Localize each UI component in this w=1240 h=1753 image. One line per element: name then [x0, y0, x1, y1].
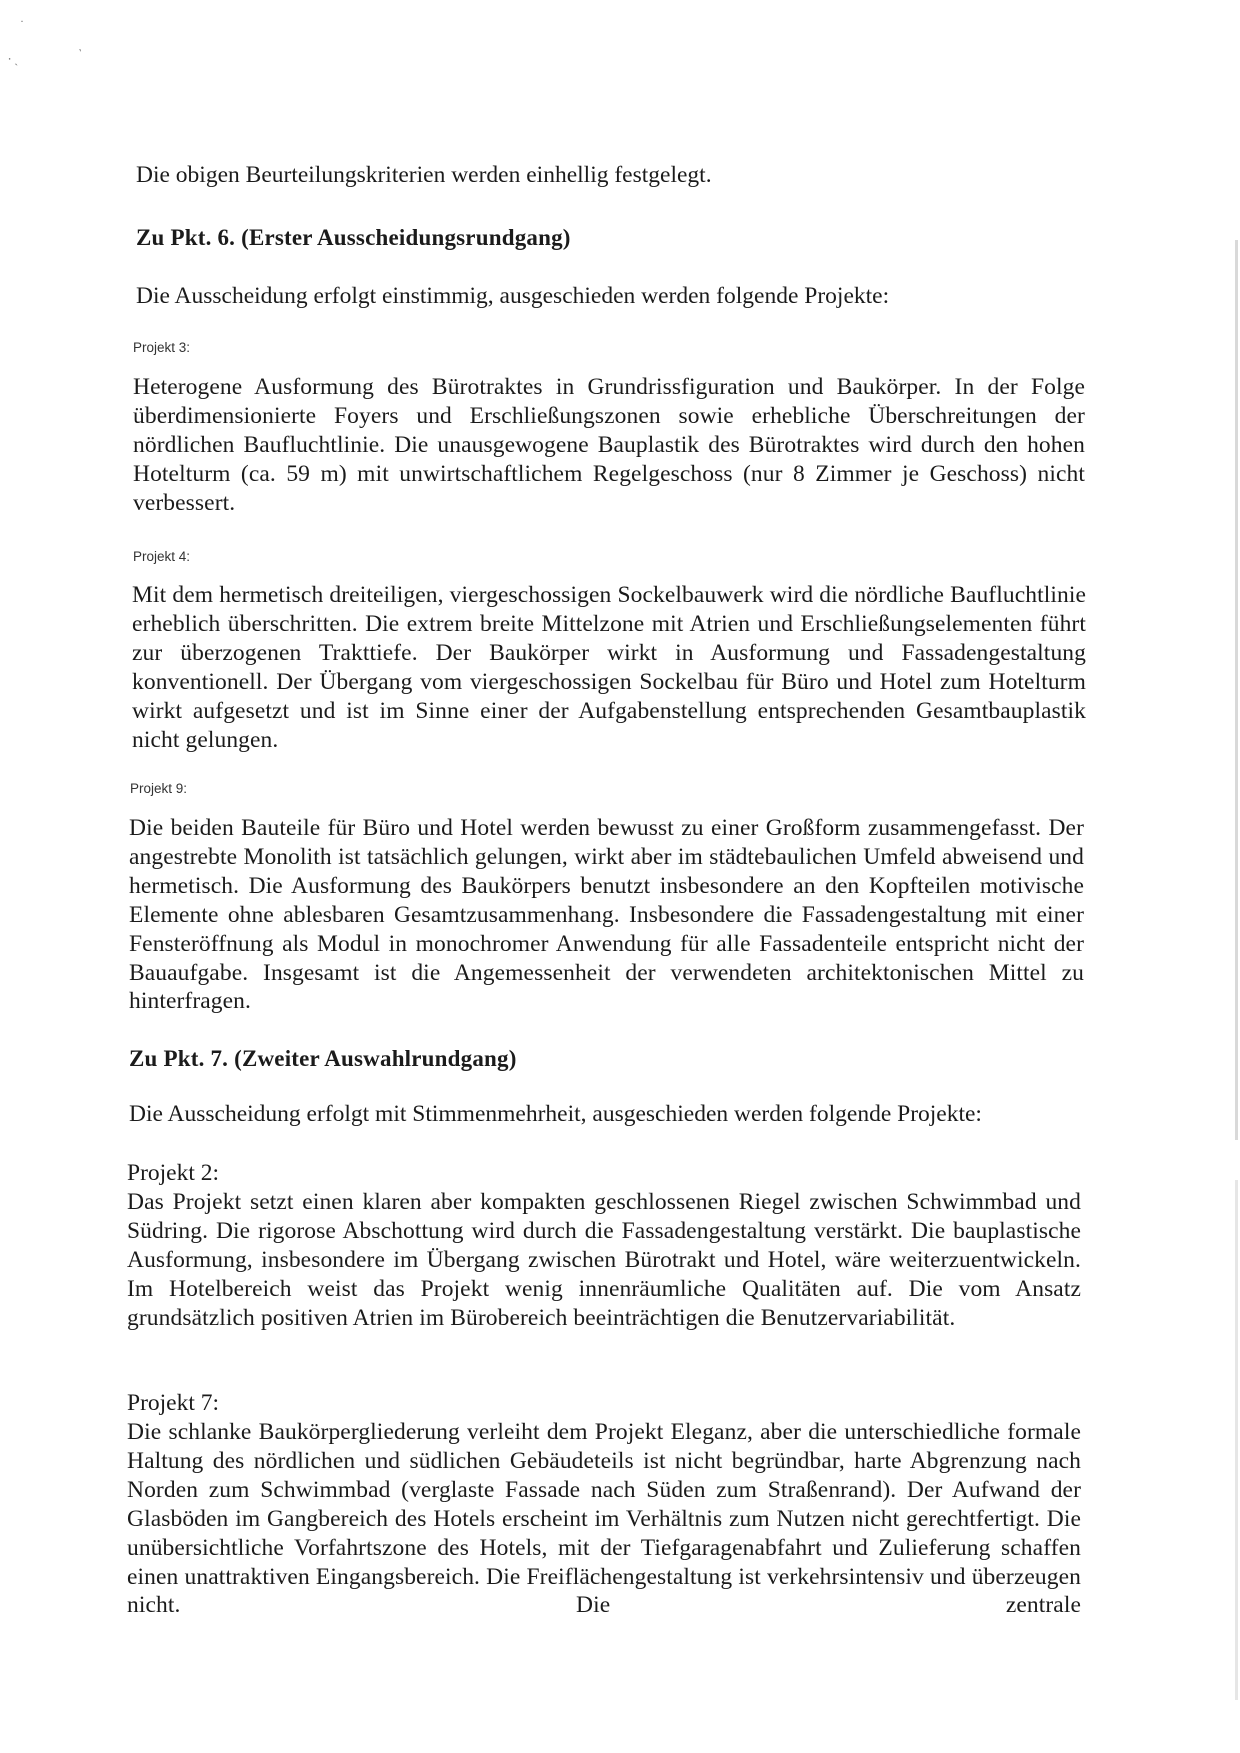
scan-mark-top: ·	[20, 14, 24, 28]
project-label-7: Projekt 7:	[127, 1390, 220, 1416]
project-label-4: Projekt 4:	[133, 549, 191, 564]
section-heading-pkt6: Zu Pkt. 6. (Erster Ausscheidungsrundgang)	[136, 225, 571, 250]
section-intro-pkt7: Die Ausscheidung erfolgt mit Stimmenmehrheit, ausgeschieden werden folgende Projekte:	[129, 1101, 982, 1127]
scan-mark-corner: ⸱ ˎ	[8, 52, 19, 66]
scan-edge-shadow	[1235, 240, 1238, 1140]
project-text-7: Die schlanke Baukörpergliederung verleiht dem Projekt Eleganz, aber die unterschiedliche formale Haltung des nördlichen und südlichen Gebäudeteils ist nicht begründbar, harte Abgrenzung nach Norden zum Schwimmbad (verglaste Fassade nach Süden zum Straßenrand). Der Aufwand der Glasböden im Gangbereich des Hotels erscheint im Verhältnis zum Nutzen nicht gerechtfertigt. Die unübersichtliche Vorfahrtszone des Hotels, mit der Tiefgaragenabfahrt und Zulieferung schaffen einen unattraktiven Eingangsbereich. Die Freiflächengestaltung ist verkehrsintensiv und überzeugen nicht. Die zentrale	[127, 1419, 1081, 1619]
project-text-9: Die beiden Bauteile für Büro und Hotel werden bewusst zu einer Großform zusammengefasst. Der angestrebte Monolith ist tatsächlich gelungen, wirkt aber im städtebaulichen Umfeld abweisend und hermetisch. Die Ausformung des Baukörpers benutzt insbesondere an den Kopfteilen motivische Elemente ohne ablesbaren Gesamtzusammenhang. Insbesondere die Fassadengestaltung mit einer Fensteröffnung als Modul in monochromer Anwendung für alle Fassadenteile entspricht nicht der Bauaufgabe. Insgesamt ist die Angemessenheit der verwendeten architektonischen Mittel zu hinterfragen.	[129, 815, 1084, 1015]
scan-edge-shadow-lower	[1235, 1180, 1238, 1700]
project-text-3: Heterogene Ausformung des Bürotraktes in Grundrissfiguration und Baukörper. In der Folge überdimensionierte Foyers und Erschließungszonen sowie erhebliche Überschreitungen der nördlichen Baufluchtlinie. Die unausgewogene Bauplastik des Bürotraktes wird durch den hohen Hotelturm (ca. 59 m) mit unwirtschaftlichem Regelgeschoss (nur 8 Zimmer je Geschoss) nicht verbessert.	[133, 374, 1085, 516]
project-label-9: Projekt 9:	[130, 781, 188, 796]
project-text-4: Mit dem hermetisch dreiteiligen, viergeschossigen Sockelbauwerk wird die nördliche Baufluchtlinie erheblich überschritten. Die extrem breite Mittelzone mit Atrien und Erschließungselementen führt zur überzogenen Trakttiefe. Der Baukörper wirkt in Ausformung und Fassadengestaltung konventionell. Der Übergang vom viergeschossigen Sockelbau für Büro und Hotel zum Hotelturm wirkt aufgesetzt und ist im Sinne einer der Aufgabenstellung entsprechenden Gesamtbauplastik nicht gelungen.	[132, 582, 1086, 753]
scan-mark-tick: ˺	[78, 46, 82, 60]
section-intro-pkt6: Die Ausscheidung erfolgt einstimmig, ausgeschieden werden folgende Projekte:	[136, 283, 890, 309]
section-heading-pkt7: Zu Pkt. 7. (Zweiter Auswahlrundgang)	[129, 1046, 517, 1071]
intro-sentence: Die obigen Beurteilungskriterien werden einhellig festgelegt.	[136, 162, 712, 188]
project-label-2: Projekt 2:	[127, 1160, 220, 1186]
project-text-2: Das Projekt setzt einen klaren aber kompakten geschlossenen Riegel zwischen Schwimmbad und Südring. Die rigorose Abschottung wird durch die Fassadengestaltung verstärkt. Die bauplastische Ausformung, insbesondere im Übergang zwischen Bürotrakt und Hotel, wäre weiterzuentwickeln. Im Hotelbereich weist das Projekt wenig innenräumliche Qualitäten auf. Die vom Ansatz grundsätzlich positiven Atrien im Bürobereich beeinträchtigen die Benutzervariabilität.	[127, 1189, 1081, 1331]
project-label-3: Projekt 3:	[133, 340, 191, 355]
